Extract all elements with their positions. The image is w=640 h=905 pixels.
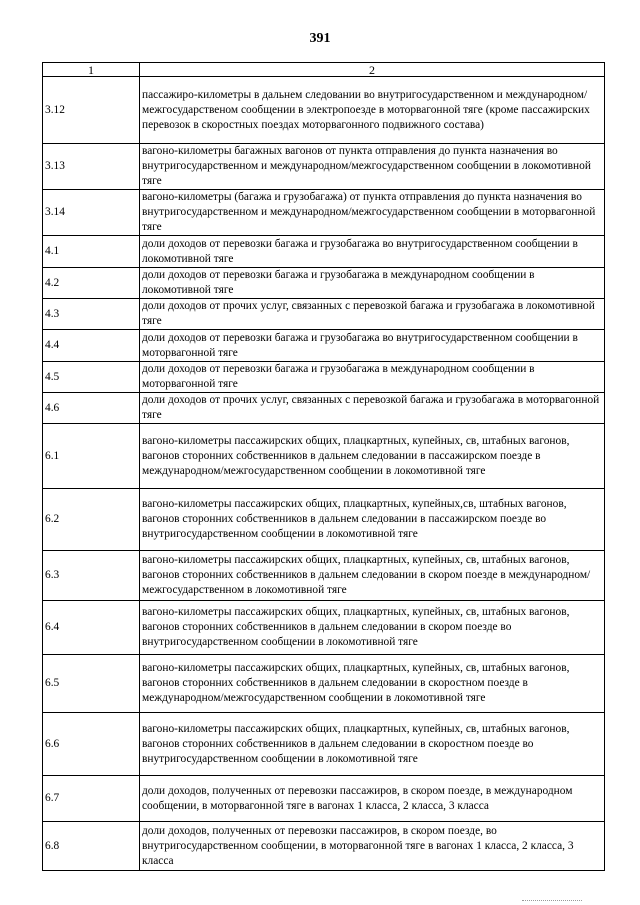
row-code: 3.14 — [43, 190, 140, 236]
table-row — [43, 190, 605, 236]
row-code: 6.6 — [43, 713, 140, 776]
row-code: 6.1 — [43, 424, 140, 489]
row-code: 6.2 — [43, 489, 140, 551]
row-description: вагоно-километры пассажирских общих, плацкартных, купейных, св, штабных вагонов, вагонов сторонних собственников в дальнем следовании в скоростном поезде в международном/межгосударственном сообщении в локомотивной тяге — [140, 655, 605, 713]
row-description: вагоно-километры (багажа и грузобагажа) от пункта отправления до пункта назначения во внутригосударственном и международном/межгосударственном сообщении в моторвагонной тяге — [140, 190, 605, 236]
row-code: 6.4 — [43, 601, 140, 655]
row-description: вагоно-километры багажных вагонов от пункта отправления до пункта назначения во внутригосударственном и международном/межгосударственном сообщении в локомотивной тяге — [140, 144, 605, 190]
page-number: 391 — [309, 31, 331, 46]
table-row — [43, 268, 605, 299]
row-description: доли доходов от перевозки багажа и грузобагажа в международном сообщении в моторвагонной тяге — [140, 362, 605, 393]
table-row — [43, 551, 605, 601]
row-code: 4.4 — [43, 330, 140, 362]
row-code: 6.5 — [43, 655, 140, 713]
table-row — [43, 424, 605, 489]
row-code: 3.12 — [43, 77, 140, 144]
row-description: вагоно-километры пассажирских общих, плацкартных, купейных, св, штабных вагонов, вагонов сторонних собственников в дальнем следовании в пассажирском поезде в международном/межгосударственном сообщении в локомотивной тяге — [140, 424, 605, 489]
table-row — [43, 77, 605, 144]
table-row — [43, 330, 605, 362]
table-row — [43, 236, 605, 268]
row-description: вагоно-километры пассажирских общих, плацкартных, купейных, св, штабных вагонов, вагонов сторонних собственников в дальнем следовании в скоростном поезде во внутригосударственном сообщении в локомотивной тяге — [140, 713, 605, 776]
table-header-row — [43, 63, 605, 77]
row-description: доли доходов от прочих услуг, связанных с перевозкой багажа и грузобагажа в моторвагонной тяге — [140, 393, 605, 424]
table-row — [43, 655, 605, 713]
table-row — [43, 822, 605, 871]
row-description: доли доходов от перевозки багажа и грузобагажа во внутригосударственном сообщении в моторвагонной тяге — [140, 330, 605, 362]
column-header-2: 2 — [140, 63, 605, 77]
table-row — [43, 776, 605, 822]
row-description: доли доходов, полученных от перевозки пассажиров, в скором поезде, в международном сообщении, в моторвагонной тяге в вагонах 1 класса, 2 класса, 3 класса — [140, 776, 605, 822]
row-description: доли доходов, полученных от перевозки пассажиров, в скором поезде, во внутригосударственном сообщении, в моторвагонной тяге в вагонах 1 класса, 2 класса, 3 класса — [140, 822, 605, 871]
row-description: вагоно-километры пассажирских общих, плацкартных, купейных, св, штабных вагонов, вагонов сторонних собственников в дальнем следовании в скором поезде во внутригосударственном сообщении в локомотивной тяге — [140, 601, 605, 655]
document-table — [42, 62, 605, 871]
table-row — [43, 299, 605, 330]
row-code: 3.13 — [43, 144, 140, 190]
row-code: 4.1 — [43, 236, 140, 268]
row-description: доли доходов от перевозки багажа и грузобагажа в международном сообщении в локомотивной тяге — [140, 268, 605, 299]
table-row — [43, 713, 605, 776]
row-code: 6.3 — [43, 551, 140, 601]
row-code: 4.6 — [43, 393, 140, 424]
row-code: 6.7 — [43, 776, 140, 822]
table-body — [43, 63, 605, 871]
row-description: доли доходов от прочих услуг, связанных с перевозкой багажа и грузобагажа в локомотивной тяге — [140, 299, 605, 330]
row-description: вагоно-километры пассажирских общих, плацкартных, купейных, св, штабных вагонов, вагонов сторонних собственников в дальнем следовании в скором поезде в международном/межгосударственном в локомотивной тяге — [140, 551, 605, 601]
row-description: вагоно-километры пассажирских общих, плацкартных, купейных,св, штабных вагонов, вагонов сторонних собственников в дальнем следовании в пассажирском поезде во внутригосударственном сообщении в локомотивной тяге — [140, 489, 605, 551]
row-code: 4.3 — [43, 299, 140, 330]
table-row — [43, 489, 605, 551]
scan-mark — [522, 900, 582, 903]
table-row — [43, 393, 605, 424]
column-header-1: 1 — [43, 63, 140, 77]
row-code: 4.5 — [43, 362, 140, 393]
table-row — [43, 144, 605, 190]
row-description: пассажиро-километры в дальнем следовании во внутригосударственном и международном/межгосударственом сообщении в электропоезде в моторвагонной тяге (кроме пассажирских перевозок в скоростных поездах моторвагонного подвижного состава) — [140, 77, 605, 144]
row-code: 6.8 — [43, 822, 140, 871]
row-description: доли доходов от перевозки багажа и грузобагажа во внутригосударственном сообщении в локомотивной тяге — [140, 236, 605, 268]
table-row — [43, 362, 605, 393]
table-row — [43, 601, 605, 655]
row-code: 4.2 — [43, 268, 140, 299]
